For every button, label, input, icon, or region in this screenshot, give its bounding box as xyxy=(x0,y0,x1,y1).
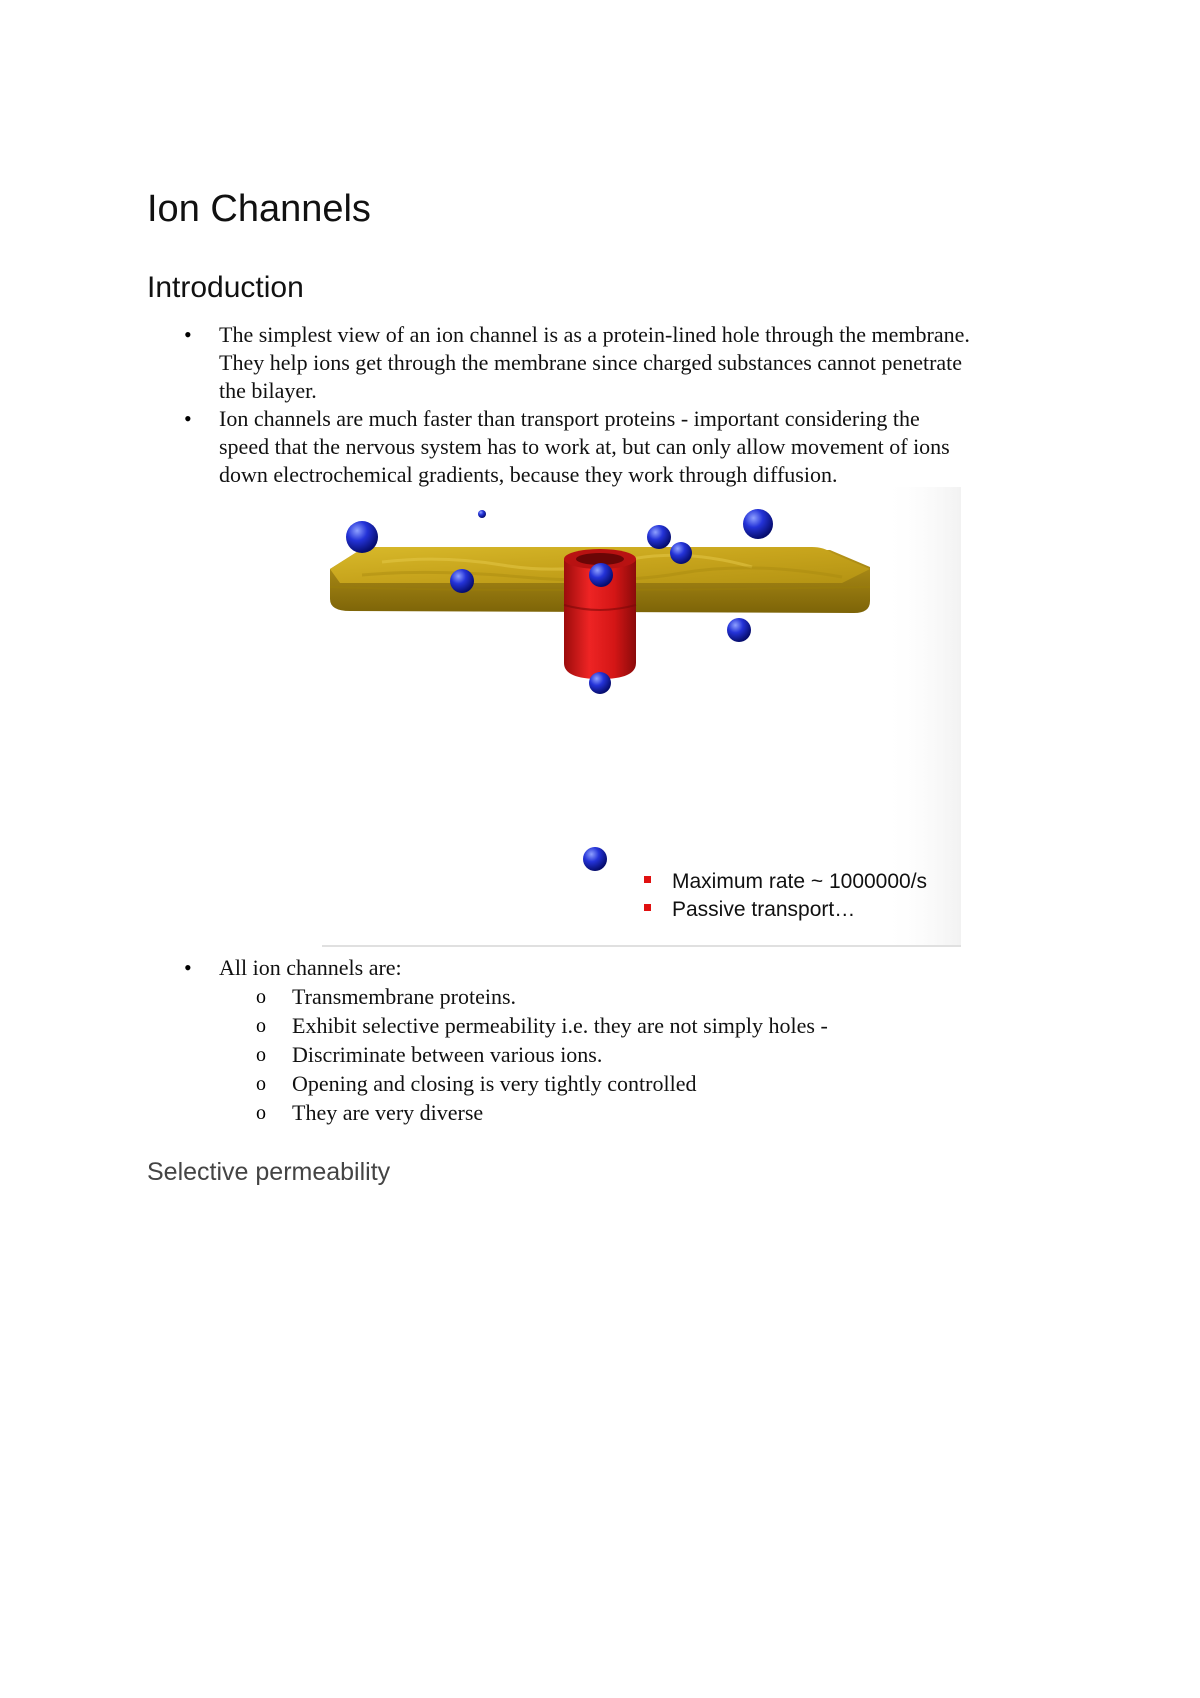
ion-sphere xyxy=(589,563,613,587)
ion-sphere xyxy=(450,569,474,593)
ion-channel-figure xyxy=(322,487,961,947)
ion-sphere xyxy=(589,672,611,694)
ion-sphere xyxy=(743,509,773,539)
caption-marker xyxy=(644,904,651,911)
ion-channel-illustration xyxy=(322,487,961,947)
ion-sphere xyxy=(583,847,607,871)
ion-sphere xyxy=(478,510,486,518)
sub-bullet-marker: o xyxy=(256,1015,266,1037)
sub-item: Exhibit selective permeability i.e. they are not simply holes - xyxy=(292,1013,828,1038)
bullet-marker: • xyxy=(184,322,192,347)
ion-sphere xyxy=(346,521,378,553)
text-line: the bilayer. xyxy=(219,378,317,403)
caption-max-rate: Maximum rate ~ 1000000/s xyxy=(672,870,928,893)
sub-bullet-marker: o xyxy=(256,1044,266,1066)
text-line: They help ions get through the membrane since charged substances cannot penetrate xyxy=(219,350,963,375)
all-channels-lead: All ion channels are: xyxy=(219,955,402,980)
ion-sphere xyxy=(670,542,692,564)
text-line: speed that the nervous system has to work at, but can only allow movement of ions xyxy=(219,434,950,459)
intro-bullet-1 xyxy=(219,321,1069,405)
ion-sphere xyxy=(727,618,751,642)
bullet-marker: • xyxy=(184,955,192,980)
text-line: down electrochemical gradients, because they work through diffusion. xyxy=(219,462,838,487)
caption-passive-transport: Passive transport… xyxy=(672,898,856,921)
sub-item: Opening and closing is very tightly controlled xyxy=(292,1071,697,1096)
sub-bullet-marker: o xyxy=(256,1102,266,1124)
sub-bullet-marker: o xyxy=(256,1073,266,1095)
sub-item: Discriminate between various ions. xyxy=(292,1042,603,1067)
text-line: Ion channels are much faster than transport proteins - important considering the xyxy=(219,406,920,431)
section-heading-selective-permeability: Selective permeability xyxy=(147,1158,391,1186)
text-line: The simplest view of an ion channel is as a protein-lined hole through the membrane. xyxy=(219,322,970,347)
sub-item: Transmembrane proteins. xyxy=(292,984,517,1009)
section-heading-introduction: Introduction xyxy=(147,271,304,304)
page-title: Ion Channels xyxy=(147,188,371,230)
ion-sphere xyxy=(647,525,671,549)
bullet-marker: • xyxy=(184,406,192,431)
sub-item: They are very diverse xyxy=(292,1100,484,1125)
intro-bullet-2 xyxy=(219,405,1069,489)
sub-bullet-marker: o xyxy=(256,986,266,1008)
caption-marker xyxy=(644,876,651,883)
